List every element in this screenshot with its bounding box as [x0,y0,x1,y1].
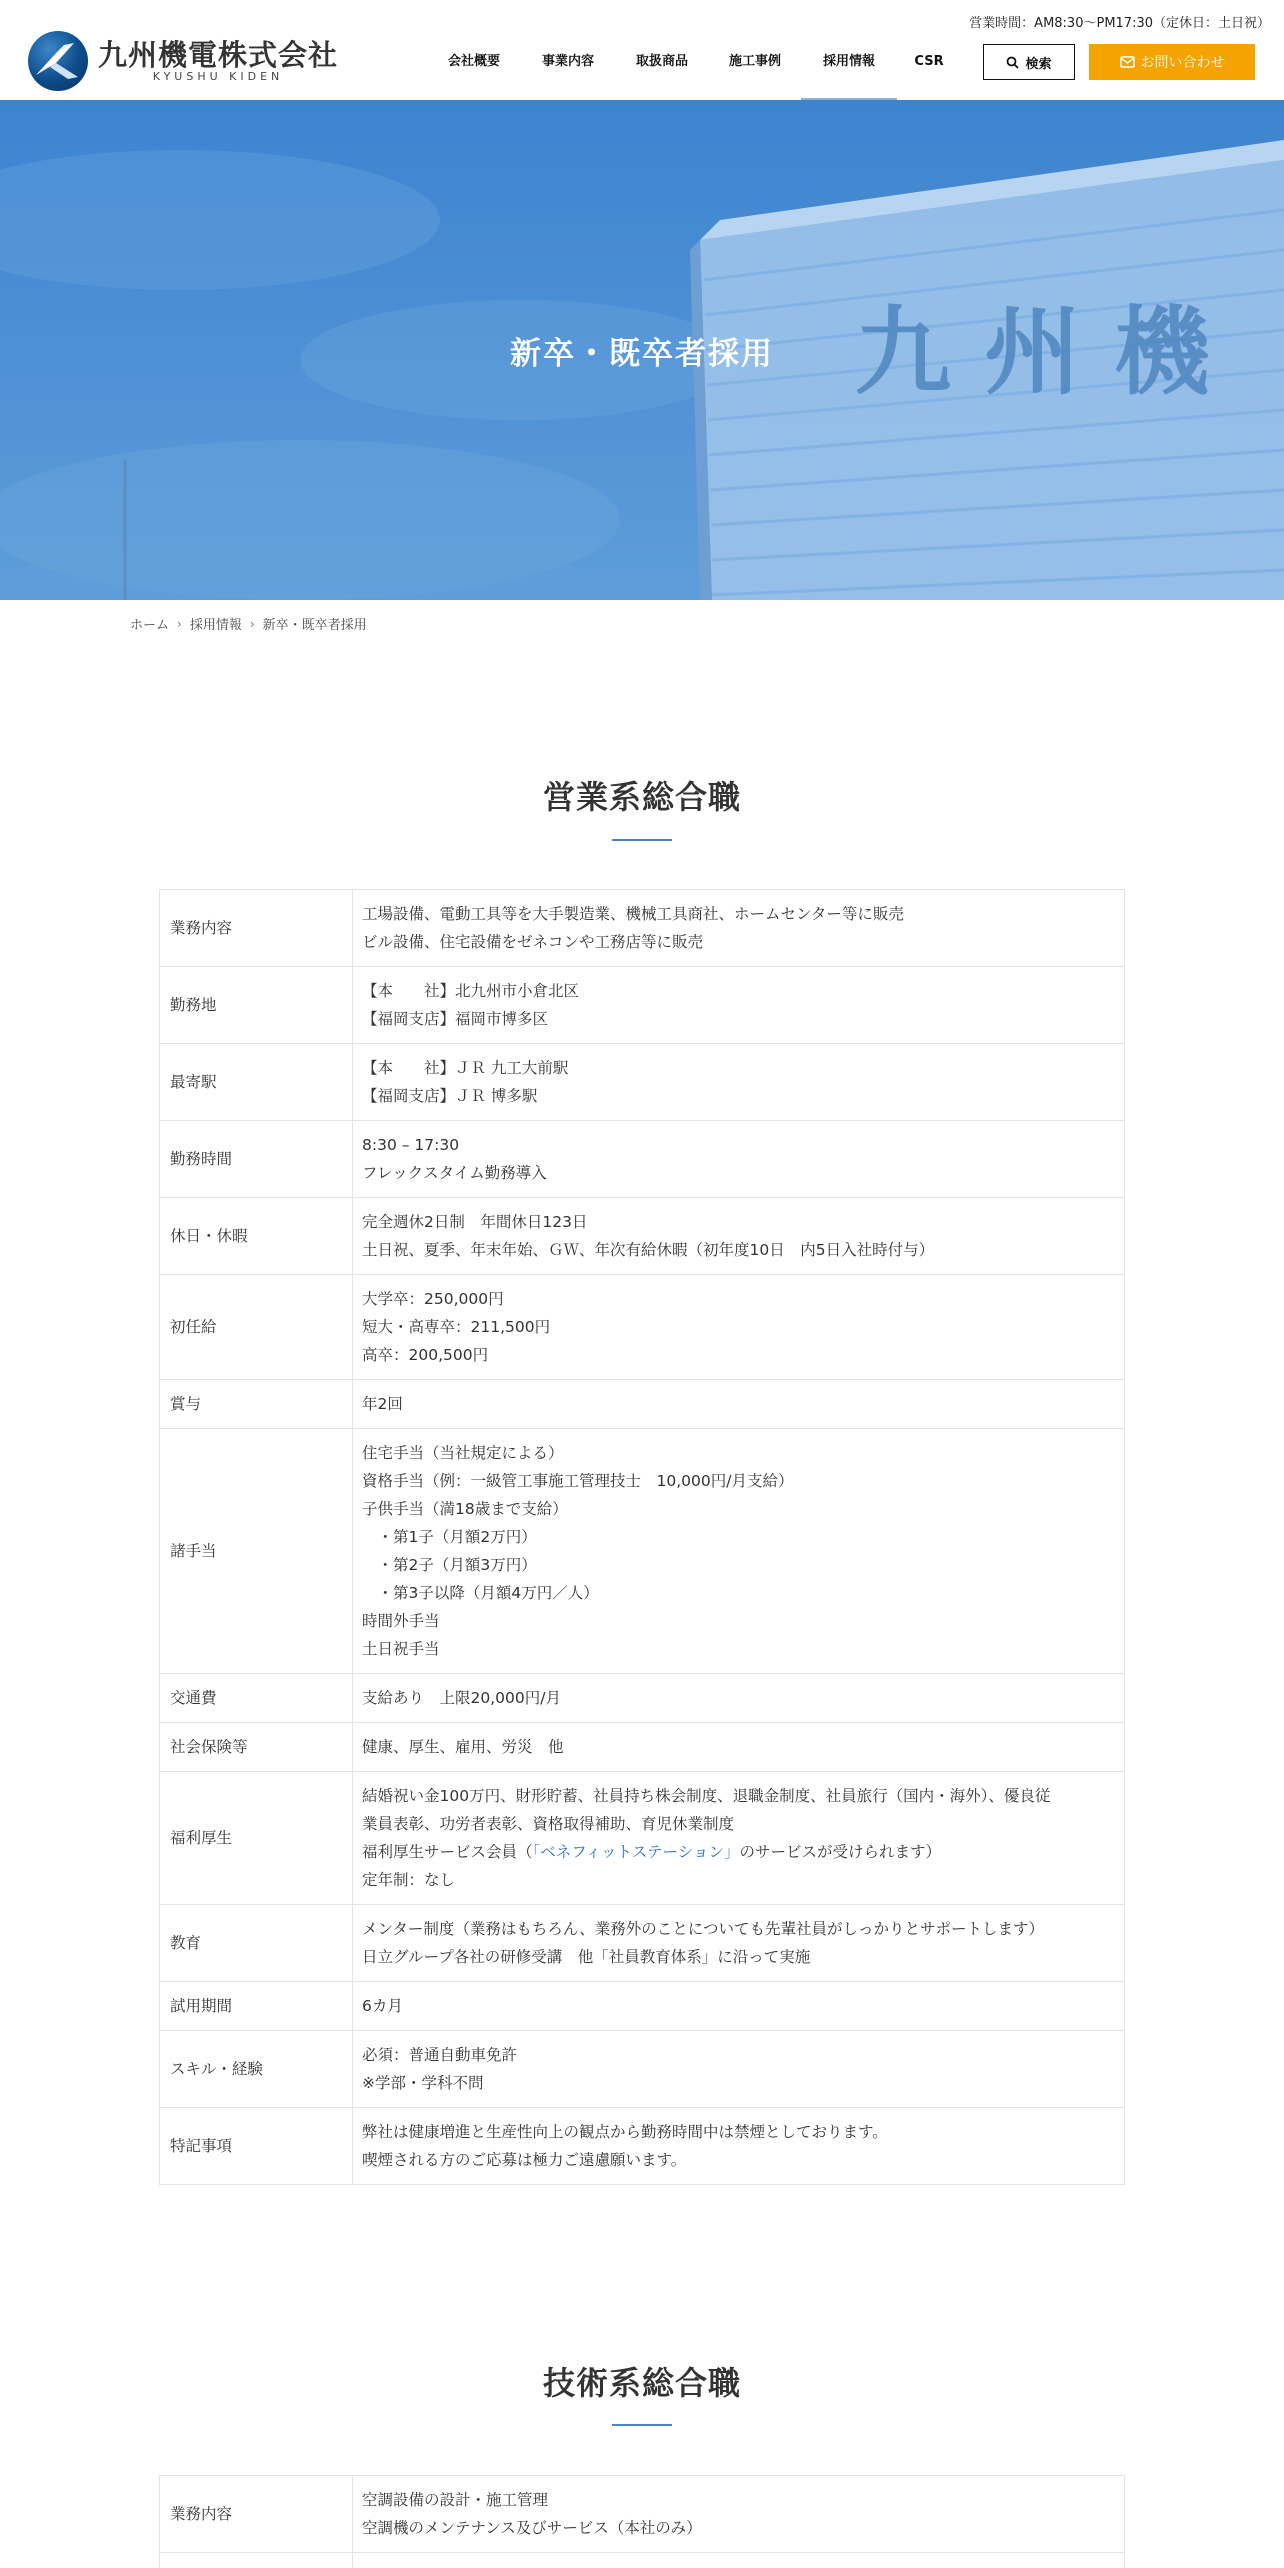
row-label: 試用期間 [160,1982,353,2031]
company-logo[interactable] [28,31,338,91]
row-label: 勤務地 [160,967,353,1044]
breadcrumb [130,614,367,633]
row-label [160,2553,353,2568]
table-row [160,1275,1125,1380]
row-label: 休日・休暇 [160,1198,353,1275]
table-row [160,1905,1125,1982]
row-label: 交通費 [160,1674,353,1723]
row-value: 支給あり 上限20,000円/月 [353,1674,1125,1723]
logo-japanese-name: 九州機電株式会社 [98,38,339,72]
table-row [160,1772,1125,1905]
table-row [160,967,1125,1044]
chevron-right-icon: › [249,616,255,631]
row-value: 結婚祝い金100万円、財形貯蓄、社員持ち株会制度、退職金制度、社員旅行（国内・海外）、優良従 業員表彰、功労者表彰、資格取得補助、育児休業制度 福利厚生サービス会員（「ベネフィットステーション」のサービスが受けられます） 定年制：なし [353,1772,1125,1905]
section-title-technical: 技術系総合職 [542,2364,741,2402]
table-row [160,1380,1125,1429]
row-label: 福利厚生 [160,1772,353,1905]
table-row [160,1121,1125,1198]
row-label: 勤務時間 [160,1121,353,1198]
mail-icon [1120,56,1135,68]
technical-job-table [159,2475,1125,2568]
row-value: 【本 社】ＪＲ 九工大前駅 【福岡支店】ＪＲ 博多駅 [353,1044,1125,1121]
row-label: スキル・経験 [160,2031,353,2108]
row-value: 大学卒：250,000円 短大・高専卒：211,500円 高卒：200,500円 [353,1275,1125,1380]
row-value: 工場設備、電動工具等を大手製造業、機械工具商社、ホームセンター等に販売 ビル設備、住宅設備をゼネコンや工務店等に販売 [353,890,1125,967]
search-icon [1006,56,1019,69]
row-label: 最寄駅 [160,1044,353,1121]
row-label: 諸手当 [160,1429,353,1674]
search-button[interactable] [983,44,1075,80]
table-row [160,1429,1125,1674]
nav-business[interactable]: 事業内容 [541,54,594,69]
row-value: 完全週休2日制 年間休日123日 土日祝、夏季、年末年始、ＧＷ、年次有給休暇（初年度10日 内5日入社時付与） [353,1198,1125,1275]
contact-button[interactable] [1089,44,1255,80]
row-value: 【本 社】北九州市小倉北区 【福岡支店】福岡市博多区 [353,967,1125,1044]
table-row [160,890,1125,967]
row-value: 弊社は健康増進と生産性向上の観点から勤務時間中は禁煙としております。 喫煙される方のご応募は極力ご遠慮願います。 [353,2108,1125,2185]
row-value: 必須：普通自動車免許 ※学部・学科不問 [353,2031,1125,2108]
site-header [0,0,1284,100]
row-label: 教育 [160,1905,353,1982]
row-label: 初任給 [160,1275,353,1380]
row-value: 住宅手当（当社規定による） 資格手当（例：一級管工事施工管理技士 10,000円/月支給） 子供手当（満18歳まで支給） ・第1子（月額2万円） ・第2子（月額3万円） ・第3子以降（月額4万円／人） 時間外手当 土日祝手当 [353,1429,1125,1674]
breadcrumb-home[interactable]: ホーム [130,618,170,633]
row-value: 6カ月 [353,1982,1125,2031]
hero-signage-text: 九 州 機 [855,295,1210,408]
row-value: メンター制度（業務はもちろん、業務外のことについても先輩社員がしっかりとサポートします） 日立グループ各社の研修受講 他「社員教育体系」に沿って実施 [353,1905,1125,1982]
row-value: 年2回 [353,1380,1125,1429]
row-label: 特記事項 [160,2108,353,2185]
business-hours: 営業時間：AM8:30～PM17:30（定休日：土日祝） [969,16,1270,31]
nav-case-studies[interactable]: 施工事例 [728,54,781,69]
benefit-station-link[interactable]: 「ベネフィットステーション」 [532,1843,740,1861]
table-row [160,2108,1125,2185]
breadcrumb-current: 新卒・既卒者採用 [262,618,367,633]
row-value: 健康、厚生、雇用、労災 他 [353,1723,1125,1772]
row-value [353,2553,1125,2568]
section-divider [612,839,672,841]
page-title: 新卒・既卒者採用 [510,336,774,372]
nav-products[interactable]: 取扱商品 [635,54,688,69]
nav-csr[interactable]: CSR [914,54,944,69]
table-row [160,2476,1125,2553]
row-label: 業務内容 [160,2476,353,2553]
table-row [160,2553,1125,2568]
sales-job-table [159,889,1125,2185]
row-label: 社会保険等 [160,1723,353,1772]
nav-company-overview[interactable]: 会社概要 [447,54,500,69]
nav-recruitment[interactable]: 採用情報 [821,44,877,100]
table-row [160,1982,1125,2031]
search-button-label: 検索 [1025,56,1052,72]
hero-banner [0,100,1284,600]
row-label: 賞与 [160,1380,353,1429]
row-value: 空調設備の設計・施工管理 空調機のメンテナンス及びサービス（本社のみ） [353,2476,1125,2553]
table-row [160,1723,1125,1772]
contact-button-label: お問い合わせ [1140,55,1225,71]
table-row [160,1044,1125,1121]
row-label: 業務内容 [160,890,353,967]
row-value: 8:30 – 17:30 フレックスタイム勤務導入 [353,1121,1125,1198]
section-title-sales: 営業系総合職 [542,778,741,816]
table-row [160,1674,1125,1723]
logo-english-name: KYUSHU KIDEN [152,70,284,83]
breadcrumb-recruitment[interactable]: 採用情報 [189,618,242,633]
logo-mark-icon [28,31,88,91]
section-divider [612,2424,672,2426]
table-row [160,1198,1125,1275]
table-row [160,2031,1125,2108]
chevron-right-icon: › [177,616,182,631]
